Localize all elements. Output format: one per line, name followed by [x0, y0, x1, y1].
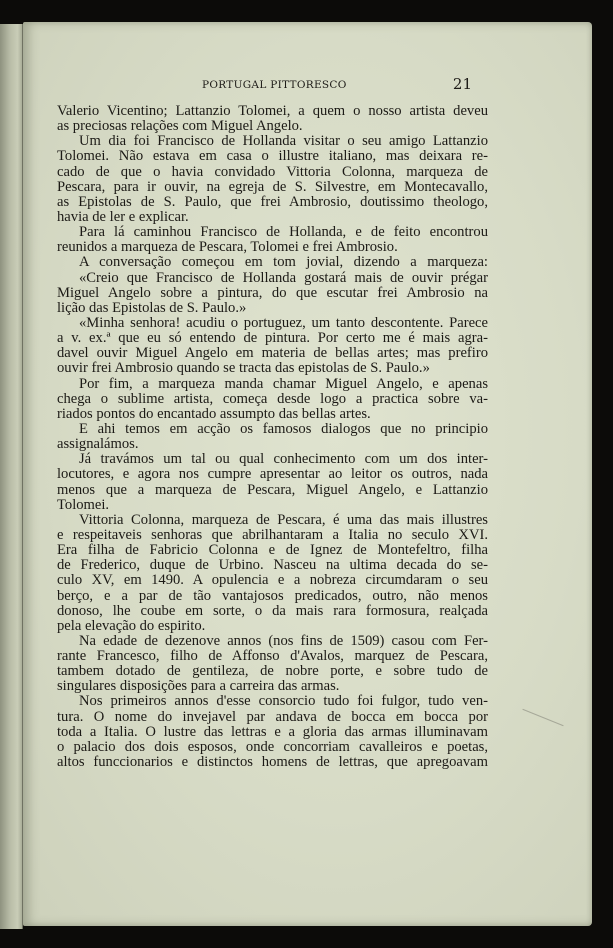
body-text	[57, 104, 488, 770]
text-line: o palacio dos dois esposos, onde concorriam cavalleiros e poetas,	[57, 738, 488, 755]
text-line: locutores, e agora nos cumpre apresentar ao leitor os outros, nada	[57, 466, 488, 483]
facing-page-edge	[0, 24, 23, 929]
text-line: riados pontos do encantado assumpto das bellas artes.	[57, 405, 371, 422]
running-head: PORTUGAL PITTORESCO	[202, 79, 347, 91]
text-line: assignalámos.	[57, 436, 139, 453]
text-line: lição das Epistolas de S. Paulo.»	[57, 299, 247, 316]
text-line: donoso, lhe coube em sorte, o da mais rara formosura, realçada	[57, 602, 488, 619]
text-line: Pescara, para ir ouvir, na egreja de S. Silvestre, em Montecavallo,	[57, 178, 488, 195]
text-line: singulares disposições para a carreira das armas.	[57, 678, 340, 695]
text-line: Tolomei.	[57, 496, 110, 513]
text-line: toda a Italia. O lustre das lettras e a gloria das armas illuminavam	[57, 723, 488, 740]
text-line: Por fim, a marqueza manda chamar Miguel Angelo, e apenas	[79, 375, 488, 392]
text-line: as Epistolas de S. Paulo, que frei Ambrosio, doutissimo theologo,	[57, 193, 488, 210]
text-line: Na edade de dezenove annos (nos fins de 1509) casou com Fer-	[79, 632, 488, 649]
page-number: 21	[452, 75, 472, 93]
text-line: berço, e a par de tão vantajosos predicados, outro, não menos	[57, 587, 488, 604]
text-line: menos que a marqueza de Pescara, Miguel Angelo, e Lattanzio	[57, 481, 488, 498]
text-line: Nos primeiros annos d'esse consorcio tudo foi fulgor, tudo ven-	[79, 693, 488, 710]
text-line: rante Francesco, filho de Affonso d'Avalos, marquez de Pescara,	[57, 648, 488, 665]
text-line: a v. ex.ª que eu só entendo de pintura. Por certo me é mais agra-	[57, 330, 488, 347]
text-line: Era filha de Fabricio Colonna e de Ignez de Montefeltro, filha	[57, 542, 488, 559]
text-line: Valerio Vicentino; Lattanzio Tolomei, a quem o nosso artista deveu	[57, 103, 488, 119]
text-line: chega o sublime artista, começa desde logo a practica sobre va-	[57, 390, 488, 407]
text-line: Já travámos um tal ou qual conhecimento com um dos inter-	[79, 451, 488, 468]
text-line: as preciosas relações com Miguel Angelo.	[57, 118, 303, 135]
text-line: reunidos a marqueza de Pescara, Tolomei e frei Ambrosio.	[57, 239, 398, 256]
text-line: «Creio que Francisco de Hollanda gostará mais de ouvir prégar	[79, 269, 488, 286]
text-line: e respeitaveis senhoras que abrilhantaram a Italia no seculo XVI.	[57, 526, 488, 543]
text-line: Miguel Angelo sobre a pintura, do que escutar frei Ambrosio na	[57, 284, 488, 301]
text-line: altos funccionarios e distinctos homens de lettras, que apregoavam	[57, 754, 488, 771]
text-line: culo XV, em 1490. A opulencia e a nobreza circumdaram o seu	[57, 572, 488, 589]
text-line: tambem dotado de gentileza, de nobre porte, e sobre tudo de	[57, 663, 488, 680]
text-line: E ahi temos em acção os famosos dialogos que no principio	[79, 420, 488, 437]
text-line: davel ouvir Miguel Angelo em materia de bellas artes; mas prefiro	[57, 345, 488, 362]
text-line: A conversação começou em tom jovial, dizendo a marqueza:	[79, 254, 488, 271]
text-line: ouvir frei Ambrosio quando se tracta das epistolas de S. Paulo.»	[57, 360, 430, 377]
text-line: de Frederico, duque de Urbino. Nasceu na ultima decada do se-	[57, 557, 488, 574]
text-line: Um dia foi Francisco de Hollanda visitar o seu amigo Lattanzio	[79, 133, 488, 150]
text-line: havia de ler e explicar.	[57, 208, 189, 225]
page-header	[198, 77, 480, 99]
text-line: «Minha senhora! acudiu o portuguez, um tanto descontente. Parece	[79, 314, 488, 331]
text-line: tura. O nome do invejavel par andava de bocca em bocca por	[57, 708, 488, 725]
text-line: Vittoria Colonna, marqueza de Pescara, é uma das mais illustres	[79, 511, 488, 528]
text-line: pela elevação do espirito.	[57, 617, 206, 634]
text-line: Para lá caminhou Francisco de Hollanda, e de feito encontrou	[79, 224, 488, 241]
text-line: Tolomei. Não estava em casa o illustre italiano, mas deixara re-	[57, 148, 488, 165]
text-line: cado de que o havia convidado Vittoria Colonna, marqueza de	[57, 163, 488, 180]
